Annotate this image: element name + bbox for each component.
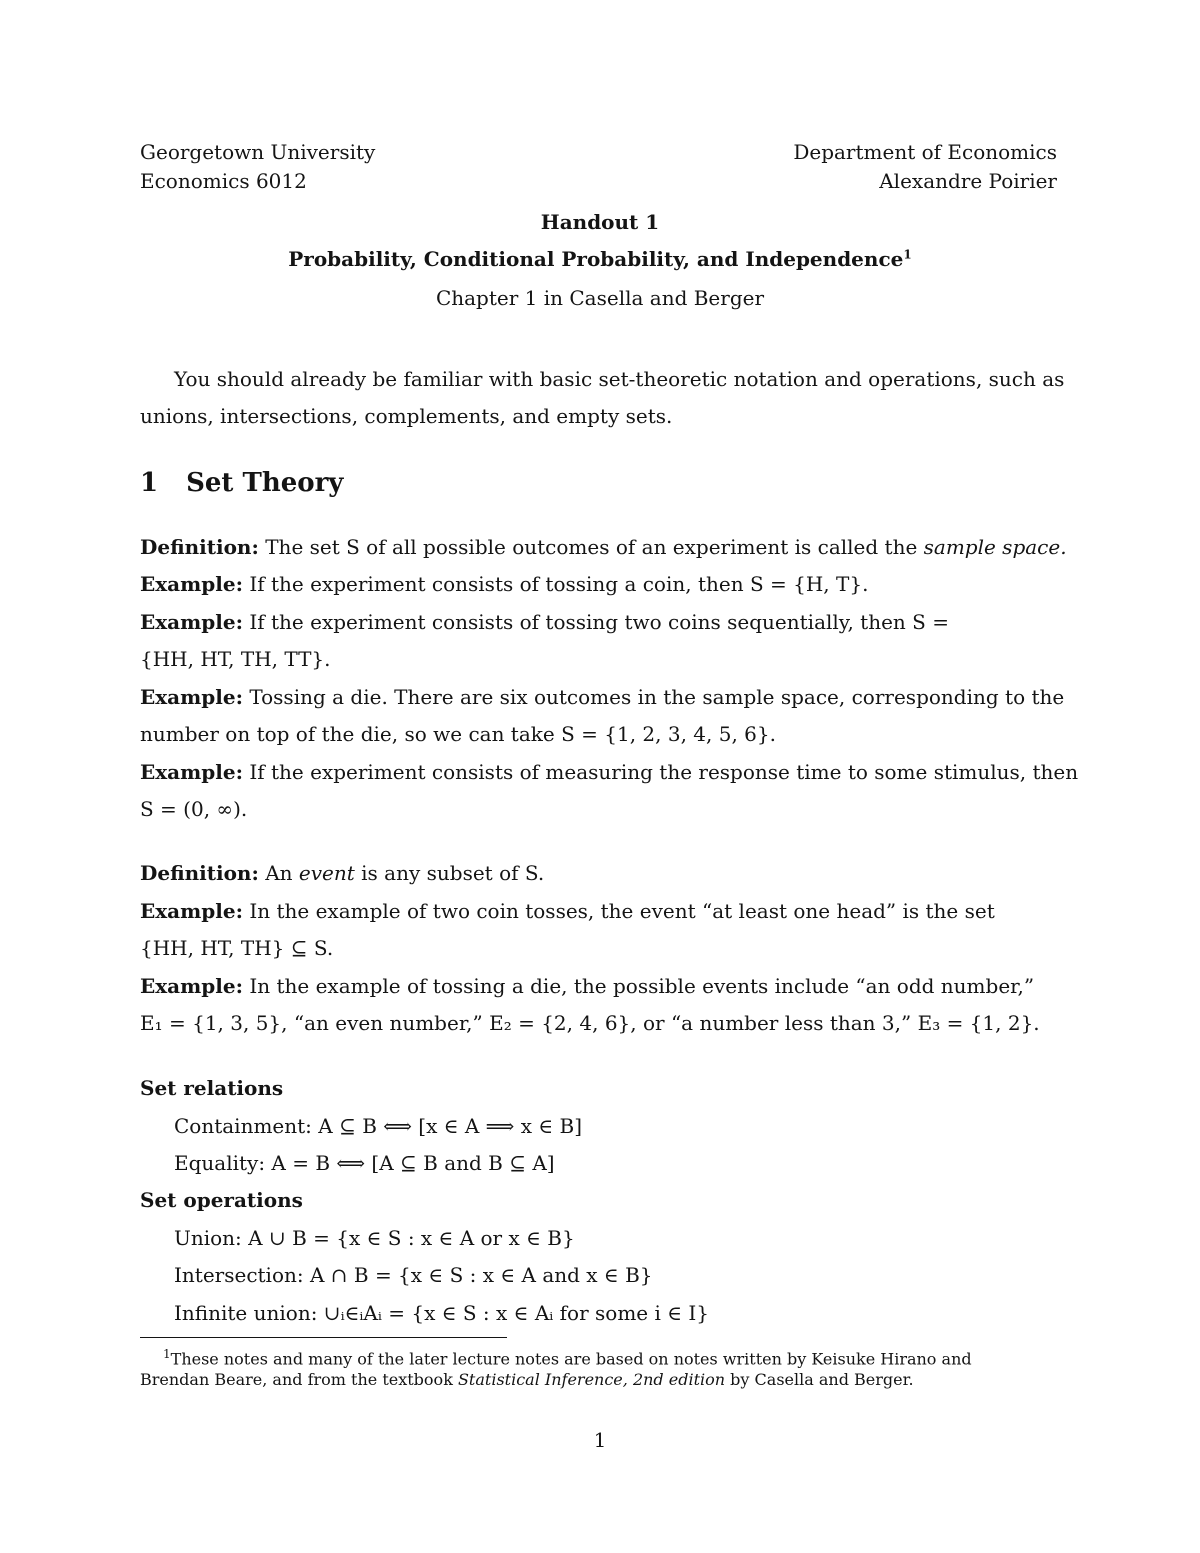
- section-title: Set Theory: [186, 468, 344, 498]
- example-text: If the experiment consists of measuring the response time to some stimulus, then: [249, 760, 1079, 784]
- header-instructor: Alexandre Poirier: [879, 169, 1057, 193]
- definition-label: Definition:: [140, 861, 259, 885]
- definition-text: The set S of all possible outcomes of an experiment is called the: [265, 535, 924, 559]
- example-die-events-cont: E₁ = {1, 3, 5}, “an even number,” E₂ = {2, 4, 6}, or “a number less than 3,” E₃ = {1, 2}.: [140, 1011, 1040, 1035]
- footnote-book-title: Statistical Inference, 2nd edition: [457, 1370, 726, 1389]
- intro-line-2: unions, intersections, complements, and empty sets.: [140, 404, 673, 428]
- section-number: 1: [140, 468, 159, 498]
- definition-term: event: [298, 861, 355, 885]
- example-die-events: [140, 974, 1034, 998]
- example-two-coins: [140, 610, 949, 634]
- example-coin: [140, 572, 868, 596]
- definition-term: sample space.: [923, 535, 1067, 559]
- handout-subtitle: [0, 247, 1200, 271]
- example-label: Example:: [140, 899, 243, 923]
- example-label: Example:: [140, 685, 243, 709]
- footnote-rule: [140, 1337, 507, 1338]
- example-label: Example:: [140, 974, 243, 998]
- example-text: In the example of tossing a die, the possible events include “an odd number,”: [249, 974, 1035, 998]
- example-die-cont: number on top of the die, so we can take S = {1, 2, 3, 4, 5, 6}.: [140, 722, 776, 746]
- definition-text: An: [265, 861, 299, 885]
- containment-line: Containment: A ⊆ B ⟺ [x ∈ A ⟹ x ∈ B]: [174, 1114, 583, 1138]
- footnote-marker: 1: [903, 247, 912, 262]
- header-university: Georgetown University: [140, 140, 376, 164]
- header-department: Department of Economics: [793, 140, 1057, 164]
- intro-line-1: You should already be familiar with basic set-theoretic notation and operations, such as: [174, 367, 1065, 391]
- footnote-mark: 1: [163, 1347, 171, 1361]
- footnote-text-end: by Casella and Berger.: [725, 1370, 914, 1389]
- example-response-time: [140, 760, 1078, 784]
- header-course: Economics 6012: [140, 169, 307, 193]
- example-response-time-cont: S = (0, ∞).: [140, 797, 248, 821]
- example-label: Example:: [140, 760, 243, 784]
- set-operations-heading: Set operations: [140, 1188, 303, 1212]
- footnote-line-2: [140, 1370, 914, 1389]
- example-label: Example:: [140, 572, 243, 596]
- definition-label: Definition:: [140, 535, 259, 559]
- definition-event: [140, 861, 544, 885]
- page-number: 1: [593, 1428, 607, 1452]
- example-two-coins-cont: {HH, HT, TH, TT}.: [140, 647, 331, 671]
- union-line: Union: A ∪ B = {x ∈ S : x ∈ A or x ∈ B}: [174, 1226, 575, 1250]
- intersection-line: Intersection: A ∩ B = {x ∈ S : x ∈ A and x ∈ B}: [174, 1263, 653, 1287]
- example-label: Example:: [140, 610, 243, 634]
- example-text: If the experiment consists of tossing two coins sequentially, then S =: [249, 610, 949, 634]
- footnote-line-1: [163, 1347, 972, 1368]
- handout-title: Handout 1: [540, 210, 660, 234]
- example-text: If the experiment consists of tossing a coin, then S = {H, T}.: [249, 572, 869, 596]
- example-text: In the example of two coin tosses, the event “at least one head” is the set: [249, 899, 995, 923]
- example-die: [140, 685, 1064, 709]
- set-relations-heading: Set relations: [140, 1076, 284, 1100]
- section-heading: [140, 468, 343, 498]
- example-at-least-one-head: [140, 899, 995, 923]
- subtitle-text: Probability, Conditional Probability, and Independence: [288, 247, 904, 271]
- infinite-union-line: Infinite union: ∪ᵢ∈ᵢAᵢ = {x ∈ S : x ∈ Aᵢ for some i ∈ I}: [174, 1301, 710, 1325]
- chapter-reference: Chapter 1 in Casella and Berger: [435, 286, 765, 310]
- footnote-text: These notes and many of the later lecture notes are based on notes written by Keisuke Hirano and: [170, 1349, 972, 1369]
- definition-text-end: is any subset of S.: [354, 861, 545, 885]
- example-at-least-one-head-cont: {HH, HT, TH} ⊆ S.: [140, 936, 334, 960]
- example-text: Tossing a die. There are six outcomes in the sample space, corresponding to the: [249, 685, 1065, 709]
- definition-sample-space: [140, 535, 1067, 559]
- equality-line: Equality: A = B ⟺ [A ⊆ B and B ⊆ A]: [174, 1151, 555, 1175]
- footnote-text: Brendan Beare, and from the textbook: [140, 1370, 458, 1389]
